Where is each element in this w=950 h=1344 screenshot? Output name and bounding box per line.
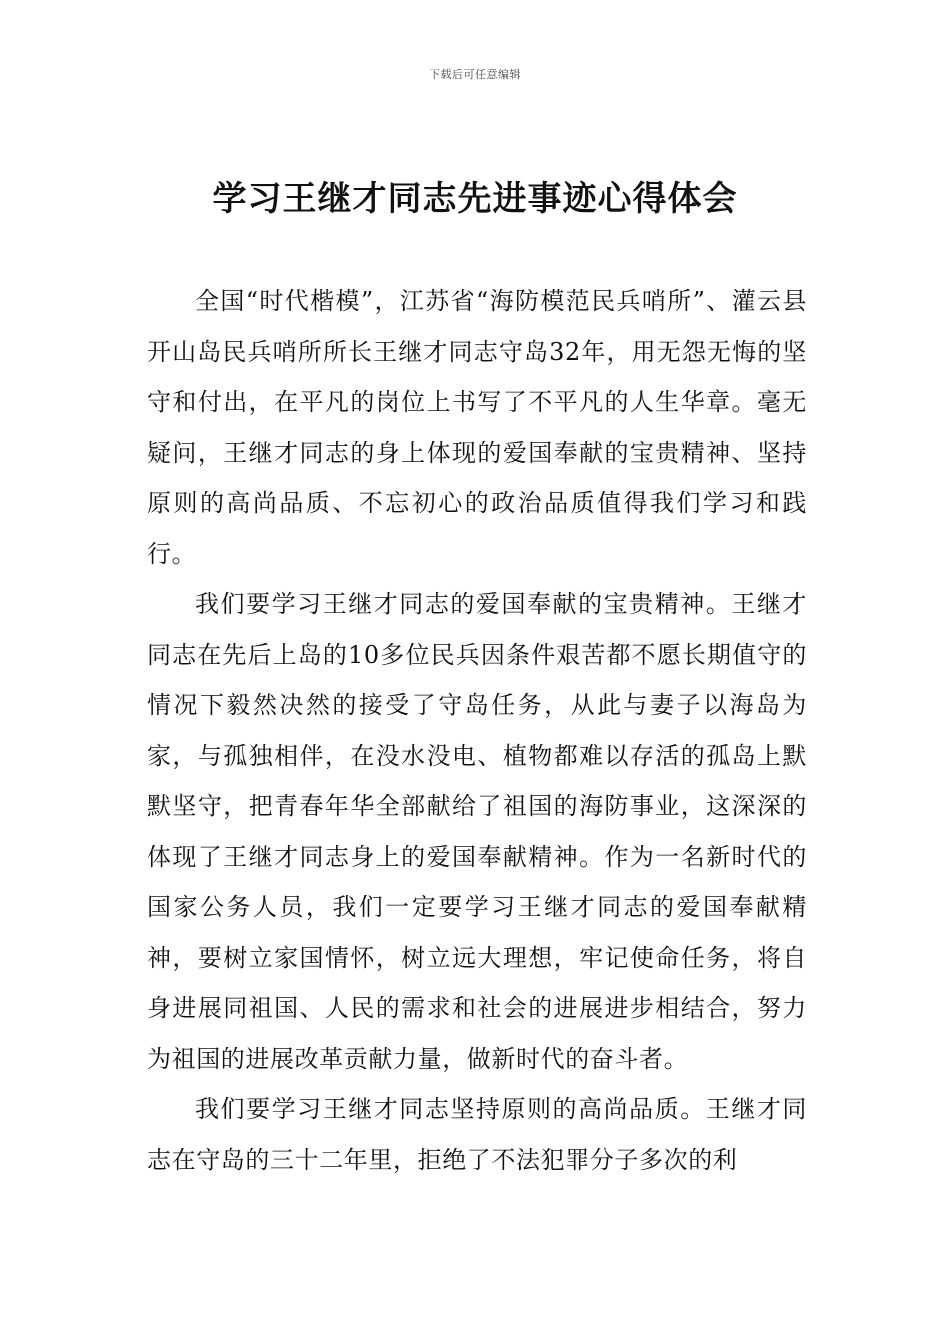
document-title: 学习王继才同志先进事迹心得体会 xyxy=(212,179,738,219)
paragraph: 我们要学习王继才同志坚持原则的高尚品质。王继才同志在守岛的三十二年里，拒绝了不法犯罪分子多次的利 xyxy=(147,1095,807,1174)
document-body xyxy=(147,276,807,1185)
header-note: 下载后可任意编辑 xyxy=(429,68,521,81)
paragraph: 全国“时代楷模”，江苏省“海防模范民兵哨所”、灌云县开山岛民兵哨所所长王继才同志守岛32年，用无怨无悔的坚守和付出，在平凡的岗位上书写了不平凡的人生华章。毫无疑问，王继才同志的身上体现的爱国奉献的宝贵精神、坚持原则的高尚品质、不忘初心的政治品质值得我们学习和践行。 xyxy=(147,287,807,568)
paragraph: 我们要学习王继才同志的爱国奉献的宝贵精神。王继才同志在先后上岛的10多位民兵因条件艰苦都不愿长期值守的情况下毅然决然的接受了守岛任务，从此与妻子以海岛为家，与孤独相伴，在没水没电、植物都难以存活的孤岛上默默坚守，把青春年华全部献给了祖国的海防事业，这深深的体现了王继才同志身上的爱国奉献精神。作为一名新时代的国家公务人员，我们一定要学习王继才同志的爱国奉献精神，要树立家国情怀，树立远大理想，牢记使命任务，将自身进展同祖国、人民的需求和社会的进展进步相结合，努力为祖国的进展改革贡献力量，做新时代的奋斗者。 xyxy=(147,590,807,1073)
